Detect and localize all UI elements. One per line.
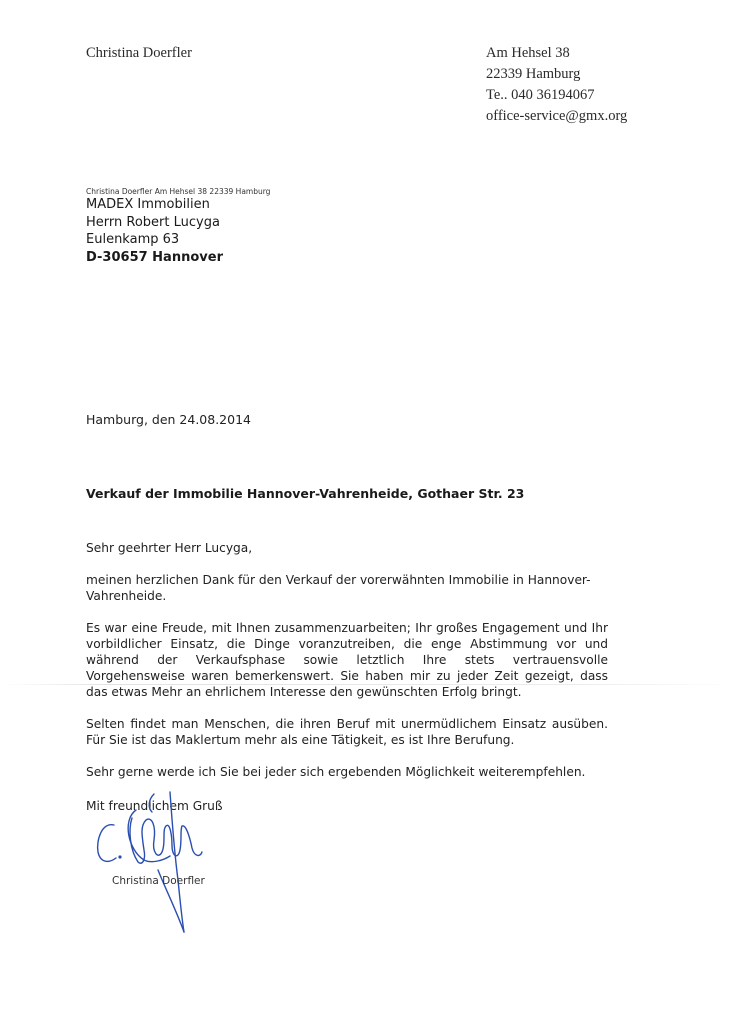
letterhead-email: office-service@gmx.org: [486, 108, 628, 124]
letter-body: [86, 540, 608, 796]
letterhead-address-block: [486, 43, 627, 127]
letterhead-phone: Te.. 040 36194067: [486, 87, 595, 103]
letterhead-sender-name: Christina Doerfler: [86, 45, 192, 61]
scan-artifact-line: [0, 684, 739, 685]
recipient-street: Eulenkamp 63: [86, 232, 180, 247]
recipient-company: MADEX Immobilien: [86, 197, 210, 212]
body-paragraph: meinen herzlichen Dank für den Verkauf der vorerwähnten Immobilie in Hannover-Vahrenheide.: [86, 573, 591, 603]
handwritten-signature-icon: [92, 790, 232, 940]
body-paragraph: Selten findet man Menschen, die ihren Beruf mit unermüdlichem Einsatz ausüben. Für Sie ist das Maklertum mehr als eine Tätigkeit, es ist Ihre Berufung.: [86, 717, 608, 747]
return-address-line: Christina Doerfler Am Hehsel 38 22339 Hamburg: [86, 187, 271, 196]
closing-line: Mit freundlichem Gruß: [86, 799, 223, 813]
letterhead-street: Am Hehsel 38: [486, 45, 570, 61]
salutation: Sehr geehrter Herr Lucyga,: [86, 541, 253, 555]
letterhead-city: 22339 Hamburg: [486, 66, 581, 82]
recipient-person: Herrn Robert Lucyga: [86, 214, 220, 230]
signed-name: Christina Doerfler: [112, 875, 205, 887]
recipient-city: D-30657 Hannover: [86, 249, 223, 265]
subject-line: Verkauf der Immobilie Hannover-Vahrenheide, Gothaer Str. 23: [86, 486, 525, 501]
body-paragraph: Sehr gerne werde ich Sie bei jeder sich ergebenden Möglichkeit weiterempfehlen.: [86, 765, 586, 779]
body-paragraph: Es war eine Freude, mit Ihnen zusammenzuarbeiten; Ihr großes Engagement und Ihr vorbildlicher Einsatz, die Dinge voranzutreiben, die enge Abstimmung vor und während der Verkaufsphase sowie letztlich Ihre stets vertrauensvolle Vorgehensweise waren bemerkenswert. Sie haben mir zu jeder Zeit gezeigt, dass das etwas Mehr an ehrlichem Interesse den gewünschten Erfolg bringt.: [86, 621, 608, 699]
date-line: Hamburg, den 24.08.2014: [86, 412, 251, 427]
recipient-address-block: [86, 196, 223, 266]
